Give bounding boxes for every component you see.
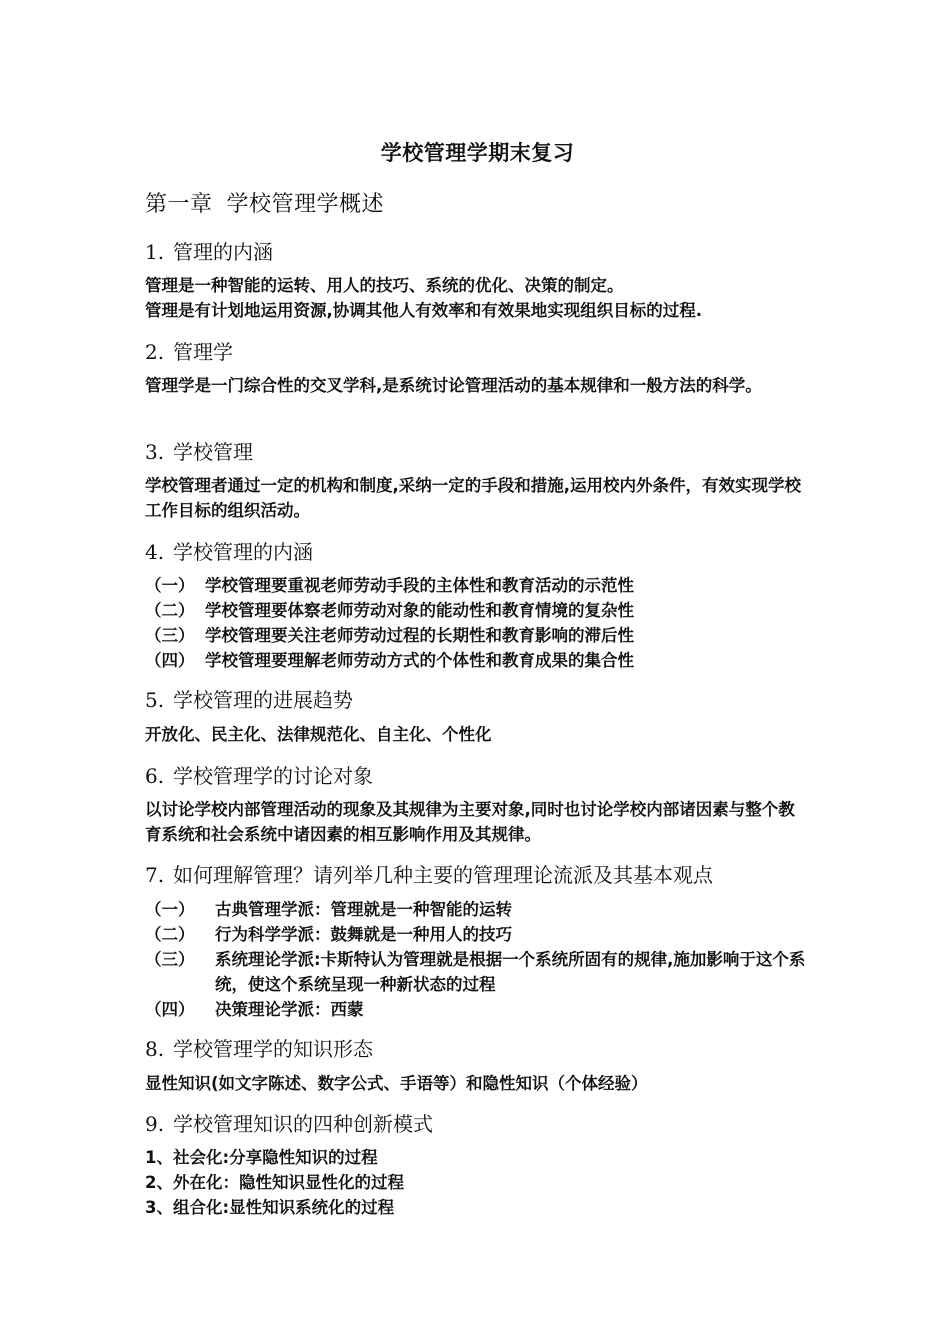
section-heading-2 — [145, 336, 233, 365]
section-1-paragraph-2: 管理是有计划地运用资源,协调其他人有效率和有效果地实现组织目标的过程. — [145, 301, 703, 320]
section-heading-1 — [145, 236, 273, 265]
section-2-paragraph-1: 管理学是一门综合性的交叉学科,是系统讨论管理活动的基本规律和一般方法的科学。 — [145, 376, 762, 395]
list-text: 古典管理学派：管理就是一种智能的运转 — [215, 900, 512, 919]
section-heading-7 — [145, 859, 713, 888]
list-text: 学校管理要理解老师劳动方式的个体性和教育成果的集合性 — [205, 651, 634, 670]
chapter-title: 学校管理学概述 — [226, 192, 385, 217]
list-item — [145, 1145, 810, 1170]
section-5-paragraph-1: 开放化、民主化、法律规范化、自主化、个性化 — [145, 725, 492, 744]
list-marker: （四） — [145, 1000, 195, 1019]
list-text: 行为科学学派：鼓舞就是一种用人的技巧 — [215, 925, 512, 944]
section-heading-6 — [145, 760, 373, 789]
section-number: 6. — [145, 764, 165, 788]
section-title: 学校管理学的知识形态 — [173, 1037, 373, 1061]
section-3-paragraph-1: 学校管理者通过一定的机构和制度,采纳一定的手段和措施,运用校内外条件，有效实现学校工作目标的组织活动。 — [145, 476, 802, 520]
section-heading-9 — [145, 1108, 433, 1137]
list-item — [145, 623, 810, 648]
list-marker: 1、 — [145, 1148, 173, 1167]
section-number: 3. — [145, 440, 165, 464]
section-title: 学校管理 — [173, 440, 253, 464]
section-heading-3 — [145, 436, 253, 465]
list-item — [145, 573, 810, 598]
section-title: 学校管理学的讨论对象 — [173, 764, 373, 788]
section-8-paragraph-1: 显性知识(如文字陈述、数字公式、手语等）和隐性知识（个体经验） — [145, 1074, 648, 1093]
list-item — [145, 1195, 810, 1220]
section-heading-4 — [145, 536, 313, 565]
list-text: 学校管理要重视老师劳动手段的主体性和教育活动的示范性 — [205, 576, 634, 595]
section-1-paragraph-1: 管理是一种智能的运转、用人的技巧、系统的优化、决策的制定。 — [145, 276, 624, 295]
list-item — [145, 922, 810, 947]
list-marker: （二） — [145, 601, 195, 620]
chapter-heading — [145, 187, 384, 218]
list-marker: （一） — [145, 576, 195, 595]
list-item — [145, 648, 810, 673]
list-text: 外在化：隐性知识显性化的过程 — [173, 1173, 404, 1192]
document-title: 学校管理学期末复习 — [380, 141, 575, 165]
section-number: 9. — [145, 1112, 165, 1136]
list-marker: （一） — [145, 900, 195, 919]
list-item — [145, 997, 810, 1022]
section-6-paragraph-1: 以讨论学校内部管理活动的现象及其规律为主要对象,同时也讨论学校内部诸因素与整个教育系统和社会系统中诸因素的相互影响作用及其规律。 — [145, 800, 795, 844]
list-text: 社会化:分享隐性知识的过程 — [173, 1148, 378, 1167]
list-text: 学校管理要体察老师劳动对象的能动性和教育情境的复杂性 — [205, 601, 634, 620]
section-title: 学校管理的内涵 — [173, 540, 313, 564]
list-marker: 3、 — [145, 1198, 173, 1217]
section-9-list — [145, 1145, 810, 1220]
list-marker: （二） — [145, 925, 195, 944]
section-title: 学校管理知识的四种创新模式 — [173, 1112, 433, 1136]
list-item — [145, 897, 810, 922]
list-text: 学校管理要关注老师劳动过程的长期性和教育影响的滞后性 — [205, 626, 634, 645]
section-title: 学校管理的进展趋势 — [173, 688, 353, 712]
section-number: 1. — [145, 240, 165, 264]
chapter-label: 第一章 — [145, 192, 213, 217]
section-number: 5. — [145, 688, 165, 712]
section-title: 管理的内涵 — [173, 240, 273, 264]
section-number: 8. — [145, 1037, 165, 1061]
list-item — [145, 947, 810, 997]
section-number: 7. — [145, 863, 165, 887]
list-marker: （三） — [145, 626, 195, 645]
section-heading-8 — [145, 1033, 373, 1062]
section-4-list — [145, 573, 810, 673]
section-7-list — [145, 897, 810, 1022]
section-number: 4. — [145, 540, 165, 564]
section-title: 如何理解管理？请列举几种主要的管理理论流派及其基本观点 — [173, 863, 713, 887]
list-item — [145, 1170, 810, 1195]
list-marker: （四） — [145, 651, 195, 670]
list-text: 系统理论学派:卡斯特认为管理就是根据一个系统所固有的规律,施加影响于这个系统，使这个系统呈现一种新状态的过程 — [215, 950, 806, 994]
list-text: 决策理论学派：西蒙 — [215, 1000, 364, 1019]
list-text: 组合化:显性知识系统化的过程 — [173, 1198, 395, 1217]
list-marker: （三） — [145, 950, 195, 969]
list-item — [145, 598, 810, 623]
section-number: 2. — [145, 340, 165, 364]
section-heading-5 — [145, 684, 353, 713]
list-marker: 2、 — [145, 1173, 173, 1192]
section-title: 管理学 — [173, 340, 233, 364]
